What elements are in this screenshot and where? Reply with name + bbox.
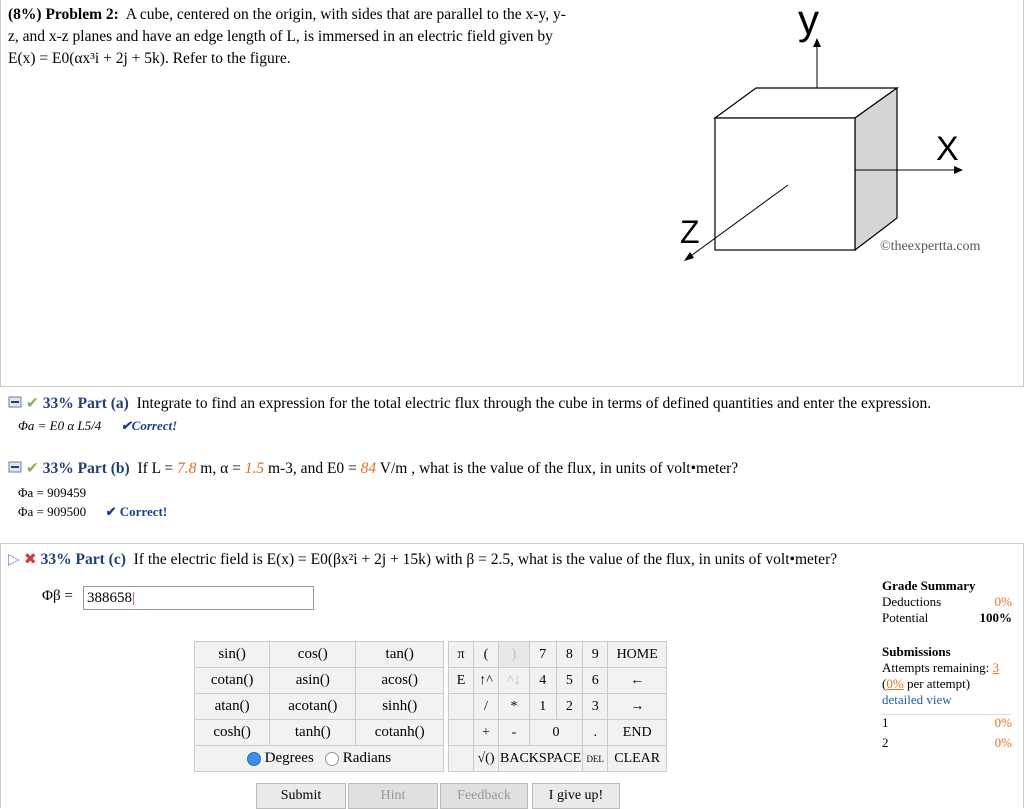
part-a-label: Part (a) [77, 395, 129, 412]
key-4[interactable]: 4 [529, 668, 556, 694]
problem-line1: A cube, centered on the origin, with sides that are parallel to the x-y, y- [125, 6, 566, 23]
submissions-title: Submissions [882, 644, 951, 659]
part-b-status: ✔ Correct! [105, 504, 168, 519]
key-acos[interactable]: acos() [356, 668, 444, 694]
part-a-answer: Φa = E0 α L5/4 [18, 418, 102, 433]
deductions-value: 0% [994, 594, 1012, 609]
part-b-answer1: Φa = 909459 [18, 485, 87, 500]
key-dot[interactable]: . [583, 720, 608, 746]
key-2[interactable]: 2 [556, 694, 583, 720]
key-acotan[interactable]: acotan() [270, 694, 356, 720]
part-b-q-m3: m-3, and E0 = [267, 460, 357, 477]
part-c [8, 550, 1008, 570]
submissions: Submissions Attempts remaining: 3 (0% per attempt) detailed view 1 0% 2 0% [882, 644, 1012, 750]
key-lparen[interactable]: ( [474, 642, 499, 668]
part-b-label: Part (b) [77, 460, 130, 477]
answer-input[interactable]: 388658| [83, 586, 314, 610]
check-icon: ✔ [25, 395, 39, 412]
key-home[interactable]: HOME [608, 642, 667, 668]
key-5[interactable]: 5 [556, 668, 583, 694]
key-divide[interactable]: / [474, 694, 499, 720]
key-cos[interactable]: cos() [270, 642, 356, 668]
deductions-label: Deductions [882, 594, 942, 609]
key-pi[interactable]: π [449, 642, 474, 668]
z-label: Z [680, 214, 700, 250]
key-9[interactable]: 9 [583, 642, 608, 668]
key-up[interactable]: ↑^ [474, 668, 499, 694]
z-arrow [684, 252, 694, 261]
function-keypad [194, 641, 444, 772]
grade-summary-title: Grade Summary [882, 578, 976, 593]
hint-button[interactable]: Hint [348, 783, 438, 809]
key-sinh[interactable]: sinh() [356, 694, 444, 720]
key-asin[interactable]: asin() [270, 668, 356, 694]
feedback-button[interactable]: Feedback [440, 783, 528, 809]
attempts-value: 3 [992, 660, 999, 675]
attempts-label: Attempts remaining: [882, 660, 990, 675]
y-label: y [798, 0, 819, 43]
answer-input-value: 388658 [87, 590, 132, 606]
key-clear[interactable]: CLEAR [608, 746, 667, 772]
collapse-icon[interactable] [8, 459, 22, 479]
part-b [8, 459, 1018, 479]
key-3[interactable]: 3 [583, 694, 608, 720]
key-tanh[interactable]: tanh() [270, 720, 356, 746]
L-value: 7.8 [177, 460, 197, 477]
key-6[interactable]: 6 [583, 668, 608, 694]
part-b-q-post: V/m , what is the value of the flux, in units of volt•meter? [379, 460, 739, 477]
key-backspace[interactable]: BACKSPACE [499, 746, 583, 772]
problem-statement [8, 4, 608, 70]
key-rparen[interactable]: ) [499, 642, 530, 668]
key-right[interactable]: → [608, 694, 667, 720]
copyright-text: ©theexpertta.com [880, 239, 981, 254]
submission-row: 2 0% [882, 735, 1012, 750]
check-icon: ✔ [25, 460, 39, 477]
potential-label: Potential [882, 610, 929, 625]
part-c-label: Part (c) [75, 551, 126, 568]
key-tan[interactable]: tan() [356, 642, 444, 668]
number-keypad [448, 641, 667, 772]
key-multiply[interactable]: * [499, 694, 530, 720]
part-c-percent: 33% [40, 551, 72, 568]
part-a-question: Integrate to find an expression for the total electric flux through the cube in terms of defined quantities and enter the expression. [136, 395, 932, 412]
detailed-view-link[interactable]: detailed view [882, 692, 952, 707]
key-minus[interactable]: - [499, 720, 530, 746]
wrong-icon: ✖ [23, 551, 37, 568]
E0-value: 84 [360, 460, 377, 477]
submit-button[interactable]: Submit [256, 783, 346, 809]
part-b-percent: 33% [42, 460, 74, 477]
key-end[interactable]: END [608, 720, 667, 746]
part-b-q-pre: If L = [137, 460, 174, 477]
radians-label: Radians [342, 750, 392, 766]
radians-radio[interactable] [325, 750, 391, 766]
part-a [8, 394, 1018, 414]
key-8[interactable]: 8 [556, 642, 583, 668]
submission-row: 1 0% [882, 715, 1012, 730]
key-cosh[interactable]: cosh() [195, 720, 270, 746]
cube-front [715, 118, 855, 250]
key-blank [449, 746, 474, 772]
problem-line2: z, and x-z planes and have an edge length of L, is immersed in an electric field given by [8, 28, 553, 45]
x-label: X [936, 130, 959, 168]
problem-line3: E(x) = E0(αx³i + 2j + 5k). Refer to the figure. [8, 50, 291, 67]
separator [0, 386, 1024, 387]
part-b-answer2: Φa = 909500 [18, 504, 87, 519]
alpha-value: 1.5 [244, 460, 265, 477]
key-down[interactable]: ^↓ [499, 668, 530, 694]
cube-figure [660, 0, 1022, 270]
key-cotan[interactable]: cotan() [195, 668, 270, 694]
problem-header: (8%) Problem 2: [8, 6, 119, 23]
key-left[interactable]: ← [608, 668, 667, 694]
grade-summary [882, 578, 1012, 626]
degrees-label: Degrees [264, 750, 314, 766]
key-1[interactable]: 1 [529, 694, 556, 720]
key-7[interactable]: 7 [529, 642, 556, 668]
collapse-icon[interactable] [8, 394, 22, 414]
key-del[interactable]: DEL [583, 746, 608, 772]
part-c-question: If the electric field is E(x) = E0(βx²i + 2j + 15k) with β = 2.5, what is the value of the flux, in units of volt•meter? [133, 551, 838, 568]
give-up-button[interactable]: I give up! [532, 783, 620, 809]
part-a-answer-row [18, 418, 177, 434]
part-a-percent: 33% [42, 395, 74, 412]
key-E[interactable]: E [449, 668, 474, 694]
key-atan[interactable]: atan() [195, 694, 270, 720]
key-blank [449, 694, 474, 720]
key-plus[interactable]: + [474, 720, 499, 746]
part-b-q-m: m, α = [200, 460, 241, 477]
expand-icon[interactable]: ▷ [8, 551, 20, 568]
key-sin[interactable]: sin() [195, 642, 270, 668]
part-a-status: ✔Correct! [120, 418, 178, 433]
degrees-radio[interactable] [247, 750, 314, 766]
part-b-answer-row [18, 504, 167, 520]
key-blank [449, 720, 474, 746]
key-0[interactable]: 0 [529, 720, 582, 746]
key-sqrt[interactable]: √() [474, 746, 499, 772]
per-attempt-text: per attempt) [906, 676, 971, 691]
input-label: Φβ = [42, 588, 73, 604]
per-attempt-pct: 0% [886, 676, 904, 691]
key-cotanh[interactable]: cotanh() [356, 720, 444, 746]
potential-value: 100% [979, 610, 1012, 625]
